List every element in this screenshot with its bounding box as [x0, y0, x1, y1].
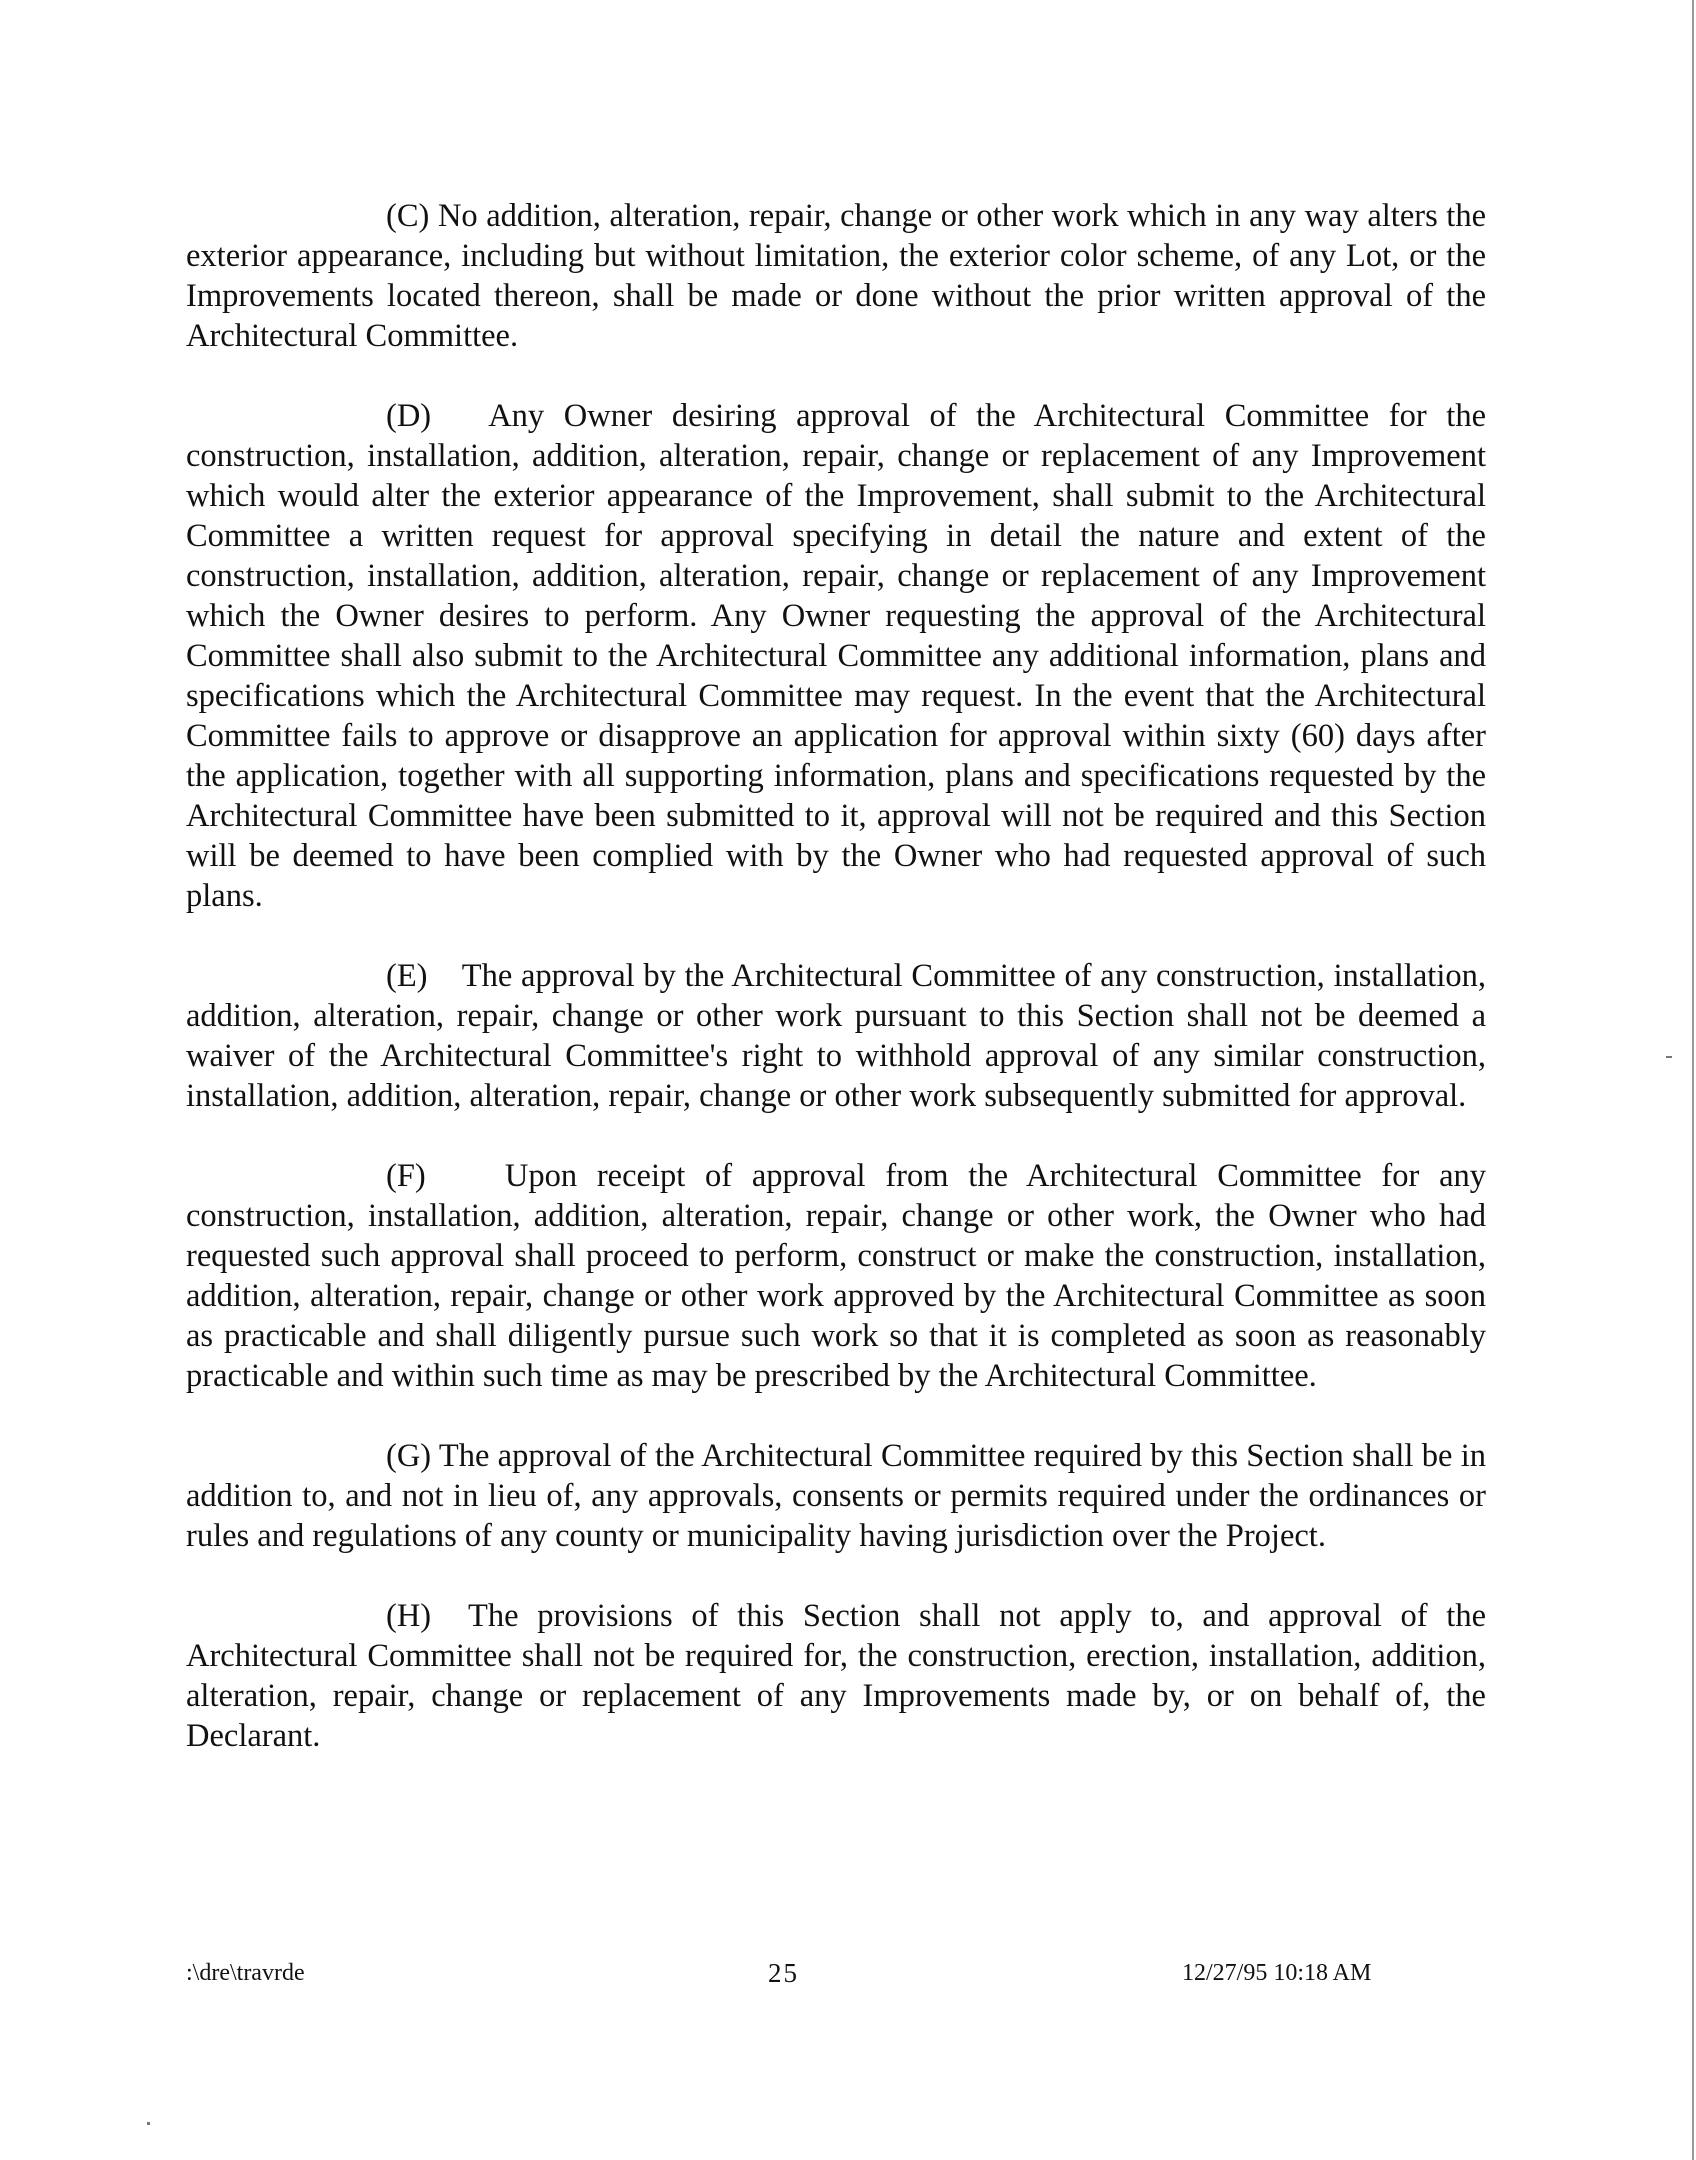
paragraph-c [186, 196, 1486, 356]
footer-timestamp: 12/27/95 10:18 AM [1182, 1960, 1372, 1986]
paragraph-label: (G) [386, 1438, 432, 1474]
paragraph-e [186, 956, 1486, 1116]
document-body [186, 196, 1486, 1796]
paragraph-label: (C) [386, 198, 430, 234]
paragraph-label: (F) [386, 1158, 426, 1194]
paragraph-text: Upon receipt of approval from the Architectural Committee for any construction, installation, addition, alteration, repair, change or other work, the Owner who had requested such approval shall proceed to perform, construct or make the construction, installation, addition, alteration, repair, change or other work approved by the Architectural Committee as soon as practicable and shall diligently pursue such work so that it is completed as soon as reasonably practicable and within such time as may be prescribed by the Architectural Committee. [186, 1158, 1487, 1394]
paragraph-label: (E) [386, 958, 428, 994]
footer-page-number: 25 [768, 1958, 799, 1988]
scan-speck [1666, 1056, 1672, 1058]
paragraph-text: The approval by the Architectural Committee of any construction, installation, addition, alteration, repair, change or other work pursuant to this Section shall not be deemed a waiver of the Architectural Committee's right to withhold approval of any similar construction, installation, addition, alteration, repair, change or other work subsequently submitted for approval. [186, 958, 1486, 1114]
paragraph-text: The provisions of this Section shall not apply to, and approval of the Architectural Committee shall not be required for, the construction, erection, installation, addition, alteration, repair, change or replacement of any Improvements made by, or on behalf of, the Declarant. [186, 1598, 1486, 1754]
paragraph-label: (D) [386, 398, 432, 434]
footer-file-path: :\dre\travrde [186, 1960, 305, 1986]
scan-speck [147, 2122, 150, 2125]
paragraph-g [186, 1436, 1486, 1556]
paragraph-text: No addition, alteration, repair, change or other work which in any way alters the exterior appearance, including but without limitation, the exterior color scheme, of any Lot, or the Improvements located thereon, shall be made or done without the prior written approval of the Architectural Committee. [186, 198, 1487, 354]
paragraph-text: The approval of the Architectural Committee required by this Section shall be in addition to, and not in lieu of, any approvals, consents or permits required under the ordinances or rules and regulations of any county or municipality having jurisdiction over the Project. [186, 1438, 1486, 1554]
paragraph-f [186, 1156, 1486, 1396]
paragraph-h [186, 1596, 1486, 1756]
paragraph-text: Any Owner desiring approval of the Architectural Committee for the construction, installation, addition, alteration, repair, change or replacement of any Improvement which would alter the exterior appearance of the Improvement, shall submit to the Architectural Committee a written request for approval specifying in detail the nature and extent of the construction, installation, addition, alteration, repair, change or replacement of any Improvement which the Owner desires to perform. Any Owner requesting the approval of the Architectural Committee shall also submit to the Architectural Committee any additional information, plans and specifications which the Architectural Committee may request. In the event that the Architectural Committee fails to approve or disapprove an application for approval within sixty (60) days after the application, together with all supporting information, plans and specifications requested by the Architectural Committee have been submitted to it, approval will not be required and this Section will be deemed to have been complied with by the Owner who had requested approval of such plans. [186, 398, 1486, 914]
scan-edge-line [1692, 0, 1694, 2160]
paragraph-label: (H) [386, 1598, 432, 1634]
paragraph-d [186, 396, 1486, 916]
